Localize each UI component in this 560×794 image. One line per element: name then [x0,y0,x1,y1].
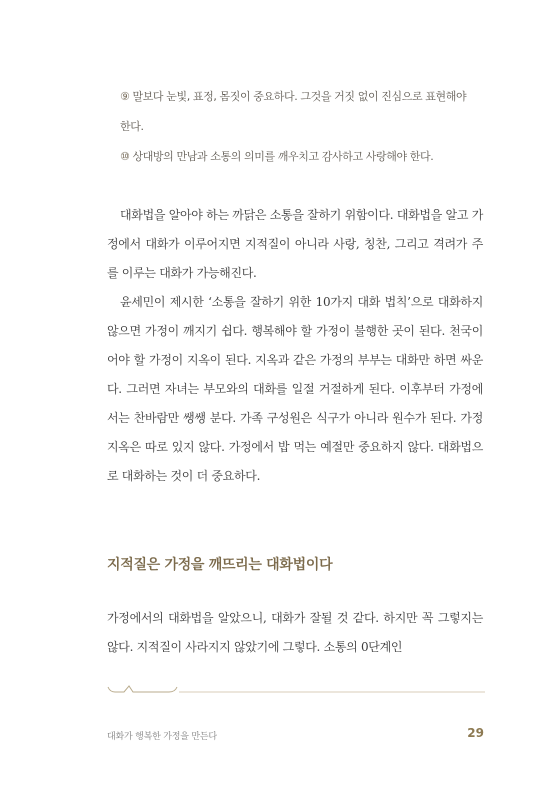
list-item-text: 상대방의 만남과 소통의 의미를 깨우치고 감사하고 사랑해야 한다. [132,150,434,163]
body-paragraph: 가정에서의 대화법을 알았으니, 대화가 잘될 것 같다. 하지만 꼭 그렇지는 않다. 지적질이 사라지지 않았기에 그렇다. 소통의 0단계인 [107,611,483,654]
body-paragraph: 대화법을 알아야 하는 까닭은 소통을 잘하기 위함이다. 대화법을 알고 가정에서 대화가 이루어지면 지적질이 아니라 사랑, 칭찬, 그리고 격려가 주를 이루는 대화가 가능해진다. [107,208,483,280]
section-heading: 지적질은 가정을 깨뜨리는 대화법이다 [107,557,333,573]
list-item [120,82,500,142]
list-item [120,142,500,172]
list-item-continuation: 한다. [120,120,144,133]
list-number: ⑨ [120,90,130,103]
body-paragraph: 윤세민이 제시한 ‘소통을 잘하기 위한 10가지 대화 법칙’으로 대화하지 않으면 가정이 깨지기 쉽다. 행복해야 할 가정이 불행한 곳이 된다. 천국이어야 할 가정이 지옥이 된다. 지옥과 같은 가정의 부부는 대화만 하면 싸운다. 그러면 자녀는 부모와의 대화를 일절 거절하게 된다. 이후부터 가정에서는 찬바람만 쌩쌩 분다. 가족 구성원은 식구가 아니라 원수가 된다. 가정 지옥은 따로 있지 않다. 가정에서 밥 먹는 예절만 중요하지 않다. 대화법으로 대화하는 것이 더 중요하다. [107,295,483,483]
running-footer-title: 대화가 행복한 가정을 만든다 [107,732,217,742]
list-number: ⑩ [120,150,130,163]
numbered-list [120,82,500,172]
page-number: 29 [467,726,484,740]
list-item-text: 말보다 눈빛, 표정, 몸짓이 중요하다. 그것을 거짓 없이 진심으로 표현해야 [132,90,467,103]
footer-rule [107,682,485,698]
